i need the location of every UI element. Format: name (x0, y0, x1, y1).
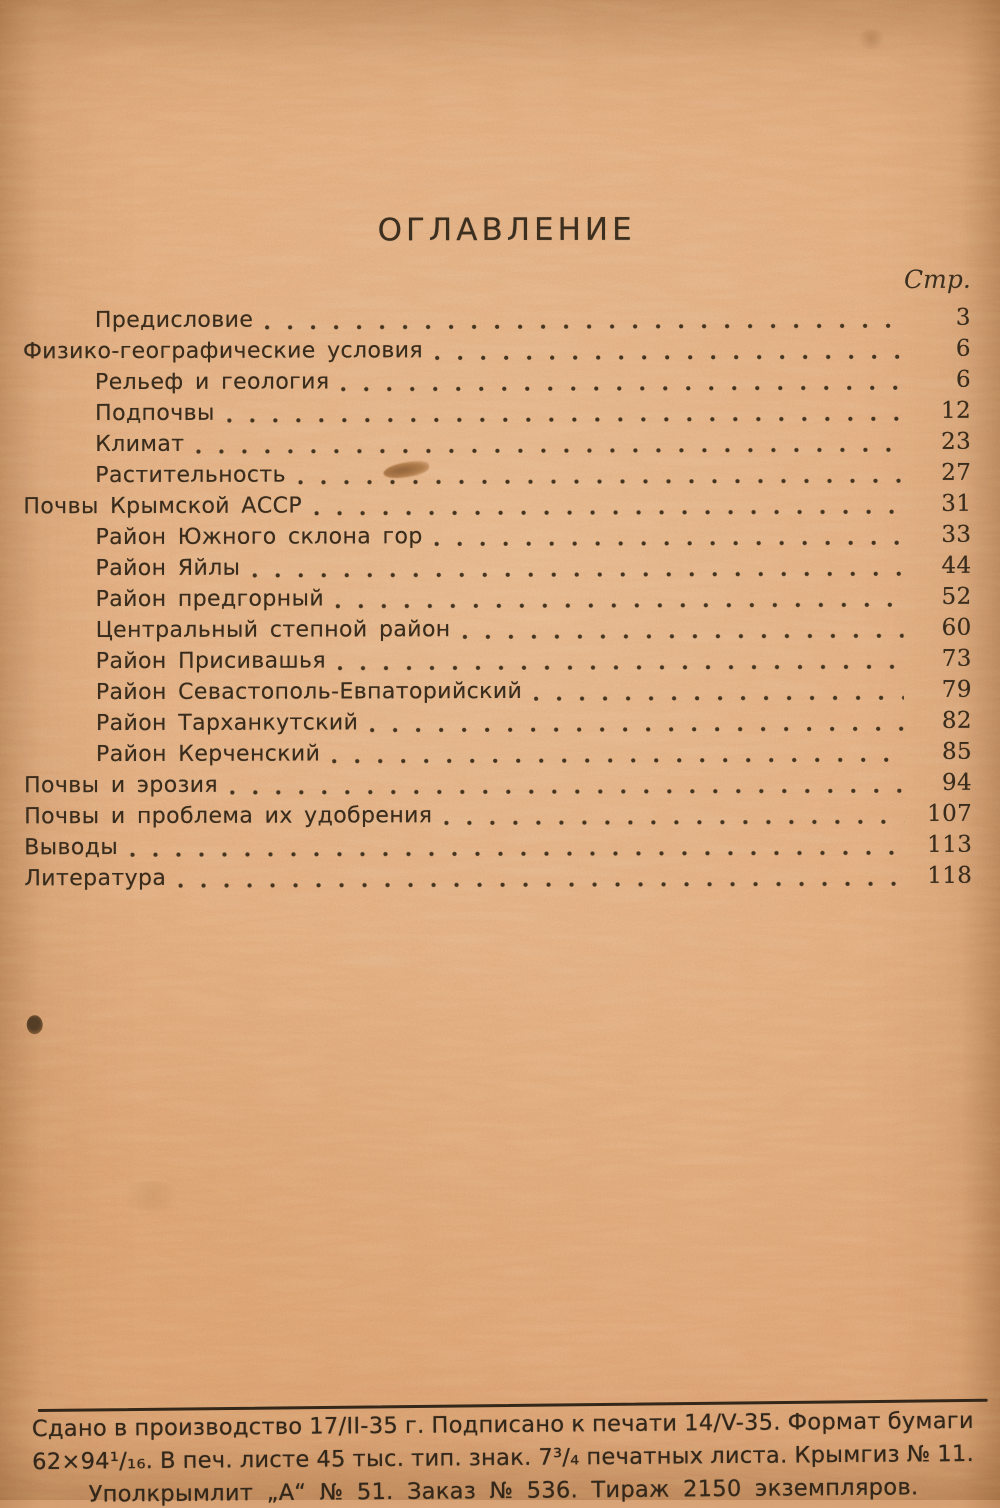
toc-entry-page-number: 52 (941, 583, 972, 610)
dot-leader (196, 447, 903, 455)
table-of-contents (23, 305, 973, 896)
toc-entry-label: Рельеф и геология (95, 369, 330, 396)
toc-entry (24, 832, 972, 865)
toc-entry-page-number: 94 (941, 769, 973, 796)
toc-entry-page-number: 118 (927, 862, 973, 889)
toc-entry-label: Литература (24, 865, 167, 892)
dot-leader (252, 571, 903, 579)
paper-scuff (121, 1181, 181, 1211)
toc-entry (23, 398, 971, 431)
toc-entry-page-number: 44 (941, 552, 972, 579)
dot-leader (265, 323, 903, 331)
toc-entry-label: Район Тарханкутский (95, 710, 359, 737)
toc-entry-page-number: 73 (941, 645, 972, 672)
toc-entry (24, 584, 972, 617)
colophon-line-3: Уполкрымлит „А“ № 51. Заказ № 536. Тираж 2150 экземпляров. (88, 1474, 919, 1508)
toc-entry (24, 863, 972, 896)
toc-entry-label: Район Керченский (95, 741, 321, 768)
toc-entry-label: Район Яйлы (95, 555, 241, 582)
toc-entry-label: Физико-географические условия (22, 338, 424, 365)
dot-leader (534, 695, 904, 702)
toc-entry (23, 460, 971, 493)
toc-entry-page-number: 113 (927, 831, 973, 858)
toc-entry-label: Растительность (95, 462, 286, 489)
toc-entry-label: Почвы и эрозия (24, 772, 219, 799)
toc-entry-page-number: 79 (941, 676, 972, 703)
dot-leader (178, 881, 904, 889)
toc-entry-page-number: 31 (941, 490, 972, 517)
page-column-header: Стр. (903, 264, 971, 294)
toc-entry-label: Район Севастополь-Евпаторийский (95, 678, 523, 706)
toc-entry-page-number: 107 (927, 800, 973, 827)
colophon-line-2: 62×94¹/₁₆. В печ. листе 45 тыс. тип. знак. 7³/₄ печатных листа. Крымгиз № 11. (32, 1440, 975, 1476)
dot-leader (130, 850, 904, 858)
toc-entry-label: Выводы (24, 835, 119, 861)
page-title: ОГЛАВЛЕНИЕ (377, 211, 636, 249)
toc-entry (24, 770, 972, 803)
toc-entry-label: Климат (95, 431, 185, 458)
toc-entry (24, 677, 972, 710)
toc-entry-page-number: 6 (955, 335, 971, 362)
toc-entry-page-number: 3 (955, 304, 971, 331)
toc-entry (24, 801, 972, 834)
dot-leader (338, 664, 904, 671)
toc-entry-label: Район Южного склона гор (95, 524, 423, 551)
toc-entry (24, 739, 972, 772)
toc-entry (23, 429, 971, 462)
dot-leader (463, 633, 904, 640)
toc-entry-label: Центральный степной район (95, 617, 451, 644)
toc-entry (23, 367, 971, 400)
paper-scuff (858, 29, 884, 49)
paper-blemish-spot (27, 1015, 43, 1034)
toc-entry (23, 491, 971, 524)
toc-entry-page-number: 12 (941, 397, 972, 424)
colophon-line-1: Сдано в производство 17/II-35 г. Подписано к печати 14/V-35. Формат бумаги (31, 1407, 975, 1443)
toc-entry (24, 646, 972, 679)
toc-entry (23, 522, 971, 555)
dot-leader (435, 540, 904, 547)
toc-entry-page-number: 23 (941, 428, 972, 455)
dot-leader (230, 788, 904, 796)
toc-entry-label: Подпочвы (95, 400, 215, 427)
toc-entry-page-number: 82 (941, 707, 972, 734)
dot-leader (444, 819, 904, 826)
toc-entry (23, 336, 971, 369)
toc-entry-label: Предисловие (94, 307, 254, 334)
toc-entry (24, 615, 972, 648)
toc-entry-label: Почвы Крымской АССР (23, 493, 303, 520)
dot-leader (298, 478, 903, 486)
toc-entry-page-number: 27 (941, 459, 972, 486)
colophon (2, 1392, 1000, 1508)
toc-entry-label: Почвы и проблема их удобрения (24, 803, 433, 830)
toc-entry-page-number: 33 (941, 521, 972, 548)
dot-leader (435, 354, 903, 361)
toc-entry-label: Район предгорный (95, 586, 325, 613)
toc-entry-page-number: 6 (955, 366, 972, 393)
toc-entry (23, 305, 971, 338)
dot-leader (370, 726, 904, 733)
dot-leader (336, 602, 904, 609)
toc-entry (24, 708, 972, 741)
toc-entry-page-number: 85 (941, 738, 973, 765)
toc-entry-page-number: 60 (941, 614, 972, 641)
dot-leader (227, 416, 903, 424)
dot-leader (314, 509, 903, 517)
dot-leader (332, 757, 904, 764)
dot-leader (341, 385, 903, 392)
toc-entry (23, 553, 971, 586)
toc-entry-label: Район Присивашья (95, 648, 327, 675)
